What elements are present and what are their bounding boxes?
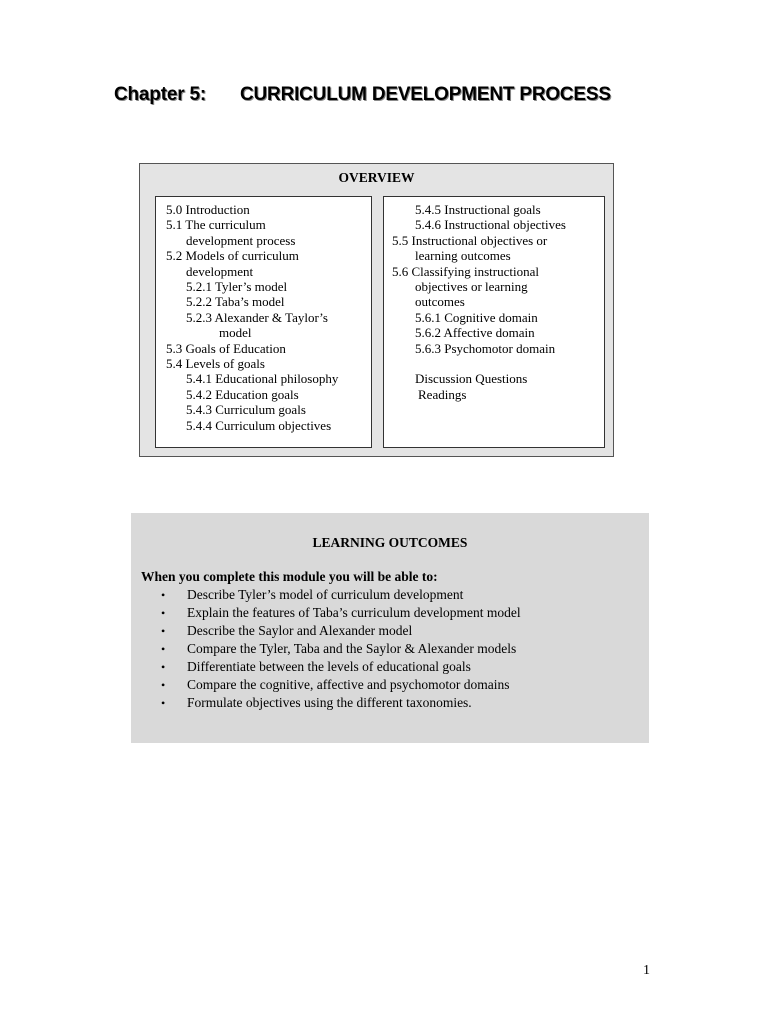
toc-entry: Readings <box>418 386 467 402</box>
bullet-icon: • <box>161 624 166 638</box>
toc-entry: 5.4.1 Educational philosophy <box>186 371 339 387</box>
toc-entry: 5.2.2 Taba’s model <box>186 294 285 310</box>
toc-entry: objectives or learning <box>415 279 528 295</box>
toc-entry: 5.4.4 Curriculum objectives <box>186 417 332 433</box>
list-item <box>131 658 521 676</box>
chapter-heading <box>114 84 611 106</box>
outcome-text: Describe Tyler’s model of curriculum development <box>187 587 464 602</box>
toc-entry: 5.2.1 Tyler’s model <box>186 279 288 295</box>
list-item <box>131 586 521 604</box>
toc-entry: 5.6.3 Psychomotor domain <box>415 340 556 356</box>
list-item <box>131 676 521 694</box>
toc-entry: 5.1 The curriculum <box>166 217 266 233</box>
bullet-icon: • <box>161 642 166 656</box>
toc-entry: 5.0 Introduction <box>166 202 250 217</box>
bullet-icon: • <box>161 696 166 710</box>
bullet-icon: • <box>161 606 166 620</box>
toc-entry: 5.4.5 Instructional goals <box>415 202 541 217</box>
toc-entry: 5.5 Instructional objectives or <box>392 232 548 248</box>
list-item <box>131 694 521 712</box>
outcome-text: Formulate objectives using the different taxonomies. <box>187 695 472 710</box>
learning-outcomes-intro: When you complete this module you will be able to: <box>141 569 438 584</box>
toc-entry: 5.3 Goals of Education <box>166 340 286 356</box>
outcome-text: Describe the Saylor and Alexander model <box>187 623 413 638</box>
list-item <box>131 604 521 622</box>
toc-entry: Discussion Questions <box>415 371 528 387</box>
toc-entry: 5.4.3 Curriculum goals <box>186 402 306 418</box>
outcome-text: Differentiate between the levels of educational goals <box>187 659 471 674</box>
learning-outcomes-list <box>131 586 521 712</box>
outcome-text: Explain the features of Taba’s curriculum development model <box>187 605 521 620</box>
outcome-text: Compare the Tyler, Taba and the Saylor & Alexander models <box>187 641 517 656</box>
bullet-icon: • <box>161 588 166 602</box>
bullet-icon: • <box>161 678 166 692</box>
toc-entry: 5.6.1 Cognitive domain <box>415 309 538 325</box>
toc-entry: 5.6.2 Affective domain <box>415 325 535 341</box>
list-item <box>131 622 521 640</box>
learning-outcomes-box <box>131 513 649 743</box>
list-item <box>131 640 521 658</box>
toc-entry: 5.2 Models of curriculum <box>166 248 299 264</box>
overview-left-column <box>155 196 372 448</box>
toc-entry: 5.4.2 Education goals <box>186 386 299 402</box>
toc-entry: 5.2.3 Alexander & Taylor’s <box>186 309 328 325</box>
toc-entry: development <box>186 263 254 279</box>
outcome-text: Compare the cognitive, affective and psychomotor domains <box>187 677 510 692</box>
toc-entry: 5.6 Classifying instructional <box>392 263 539 279</box>
learning-outcomes-title: LEARNING OUTCOMES <box>312 535 468 550</box>
overview-title: OVERVIEW <box>338 170 415 185</box>
chapter-title: CURRICULUM DEVELOPMENT PROCESS <box>240 84 611 105</box>
overview-box <box>139 163 614 457</box>
toc-entry: outcomes <box>415 294 465 310</box>
overview-right-column <box>383 196 605 448</box>
toc-entry: learning outcomes <box>415 248 511 264</box>
chapter-number: Chapter 5: <box>114 84 206 105</box>
toc-spacer <box>384 356 604 371</box>
toc-entry: 5.4 Levels of goals <box>166 356 265 372</box>
page-number: 1 <box>643 963 650 978</box>
bullet-icon: • <box>161 660 166 674</box>
toc-entry: model <box>219 325 252 341</box>
toc-entry: 5.4.6 Instructional objectives <box>415 217 566 233</box>
toc-entry: development process <box>186 232 296 248</box>
